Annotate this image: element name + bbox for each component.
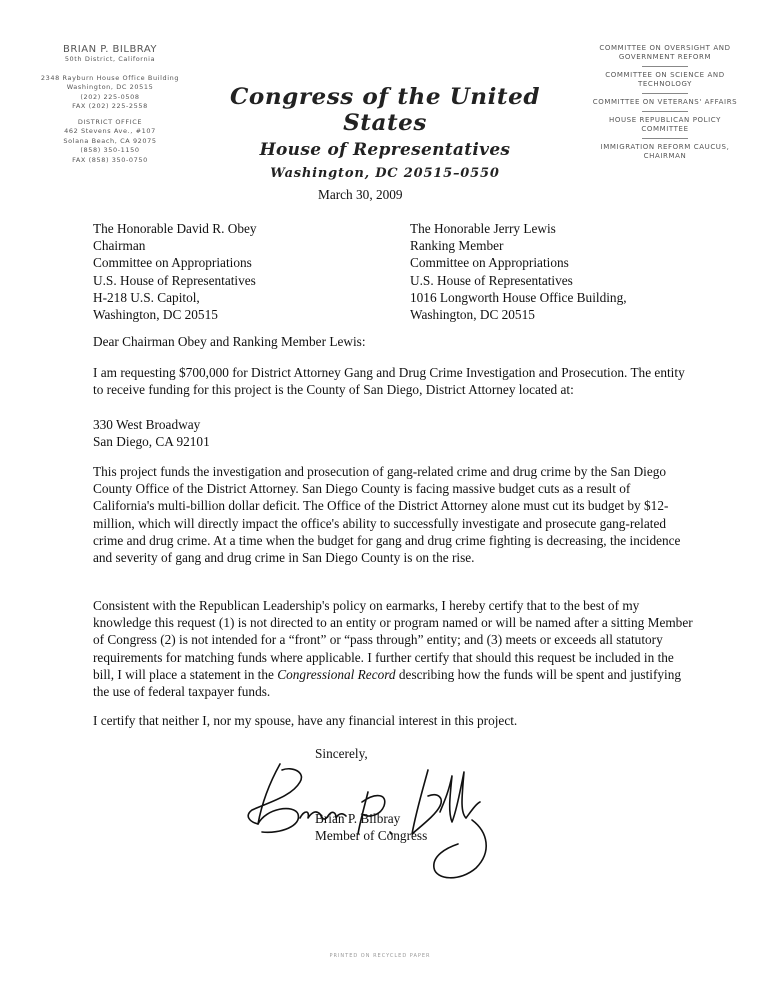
paragraph-certification (93, 597, 693, 700)
certification-text-end: describing how the funds will be spent and justifying the use of federal taxpayer funds. (93, 666, 682, 700)
committee-list (590, 44, 740, 163)
signer-name: Brian P. Bilbray (315, 811, 401, 826)
washington-title: Washington, DC 20515–0550 (270, 166, 500, 181)
recipient-line: U.S. House of Representatives (93, 272, 256, 288)
member-district: 50th District, California (64, 55, 156, 63)
committee-item: COMMITTEE ON VETERANS' AFFAIRS (592, 98, 738, 106)
divider (642, 111, 688, 112)
recipient-line: The Honorable David R. Obey (93, 221, 257, 236)
recipient-line: 1016 Longworth House Office Building, (410, 289, 627, 305)
recipient-line: Washington, DC 20515 (93, 307, 218, 323)
committee-item: IMMIGRATION REFORM CAUCUS, CHAIRMAN (600, 143, 730, 160)
dc-address-line-1: 2348 Rayburn House Office Building (40, 73, 180, 82)
member-name: BRIAN P. BILBRAY (62, 44, 158, 55)
recipient-line: Chairman (93, 238, 146, 254)
dc-fax: FAX (202) 225-2558 (72, 102, 148, 110)
district-address-line-2: Solana Beach, CA 92075 (63, 136, 157, 145)
recipient-line: Committee on Appropriations (410, 255, 569, 271)
district-phone: (858) 350-1150 (80, 146, 140, 154)
recipient-line: U.S. House of Representatives (410, 272, 573, 288)
salutation: Dear Chairman Obey and Ranking Member Lewis: (93, 334, 366, 349)
recipient-line: H-218 U.S. Capitol, (93, 289, 200, 305)
address-line: 330 West Broadway (93, 417, 201, 432)
recycled-paper-note: PRINTED ON RECYCLED PAPER (329, 953, 431, 959)
recipient-line: The Honorable Jerry Lewis (410, 221, 556, 236)
committee-item: COMMITTEE ON SCIENCE AND TECHNOLOGY (605, 71, 725, 88)
divider (642, 138, 688, 139)
district-office-label: DISTRICT OFFICE (77, 117, 143, 126)
district-fax: FAX (858) 350-0750 (72, 155, 148, 164)
signer-title: Member of Congress (315, 828, 428, 844)
recipient-line: Ranking Member (410, 238, 504, 254)
divider (642, 93, 688, 94)
letter-date: March 30, 2009 (318, 187, 403, 202)
project-address (93, 416, 210, 450)
paragraph-financial-interest: I certify that neither I, nor my spouse, have any financial interest in this project. (93, 713, 518, 728)
closing: Sincerely, (315, 746, 368, 761)
recipient-line: Washington, DC 20515 (410, 307, 535, 323)
recipient-right (410, 220, 627, 323)
address-line: San Diego, CA 92101 (93, 434, 210, 450)
signature-block (315, 810, 427, 844)
congress-title: Congress of the United States (229, 84, 541, 136)
certification-text: Consistent with the Republican Leadership's policy on earmarks, I hereby certify that to the best of my knowledge this request (1) is not directed to an entity or program named or will be named after a sitting Member of Congress (2) is not intended for a “front” or “pass through” entity; and (3) meets or exceeds all statutory requirements for matching funds where applicable. I further certify that should this request be included in the bill, I will place a statement in the (93, 598, 693, 682)
district-address-line-1: 462 Stevens Ave., #107 (64, 127, 156, 135)
letterhead-left (30, 44, 190, 165)
house-title: House of Representatives (259, 140, 511, 160)
dc-address-line-2: Washington, DC 20515 (66, 83, 154, 91)
divider (642, 66, 688, 67)
paragraph-request: I am requesting $700,000 for District Attorney Gang and Drug Crime Investigation and Prosecution. The entity to receive funding for this project is the County of San Diego, District Attorney located at: (93, 365, 685, 398)
dc-phone: (202) 225-0508 (80, 92, 140, 101)
recipient-line: Committee on Appropriations (93, 255, 252, 271)
paragraph-project-description: This project funds the investigation and prosecution of gang-related crime and drug crime by the San Diego County Office of the District Attorney. San Diego County is facing massive budget cuts as a result of California's multi-billion dollar deficit. The Office of the District Attorney alone must cut its budget by $12-million, which will directly impact the office's ability to successfully investigate and prosecute gang-related crime and drug crime. At a time when the budget for gang and drug crime fighting is decreasing, the incidence and severity of gang and drug crime in San Diego County is on the rise. (93, 464, 681, 566)
committee-item: COMMITTEE ON OVERSIGHT AND GOVERNMENT REFORM (599, 44, 731, 61)
congressional-record-text: Congressional Record (277, 666, 396, 682)
letterhead-title (200, 84, 570, 181)
recipient-left (93, 220, 257, 323)
committee-item: HOUSE REPUBLICAN POLICY COMMITTEE (608, 116, 722, 133)
